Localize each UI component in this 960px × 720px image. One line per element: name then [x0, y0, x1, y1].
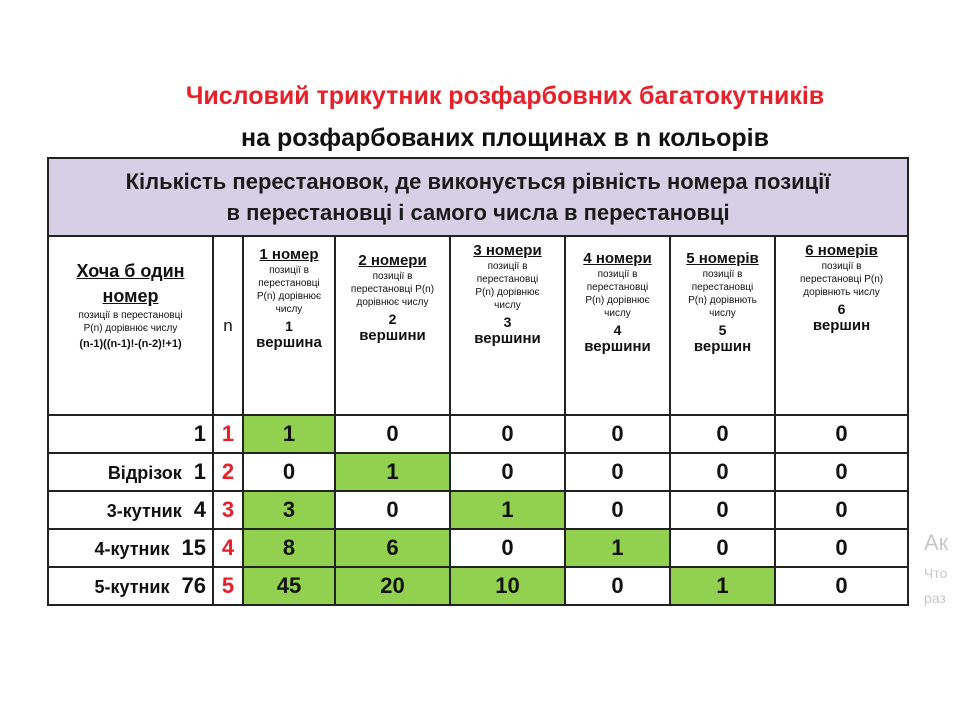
- col0-small-1: позиції в перестановці: [78, 310, 183, 321]
- row-label: [48, 567, 213, 605]
- cell-value: 0: [775, 491, 908, 529]
- watermark-2: Что: [924, 565, 948, 581]
- col-text: перестановці P(n): [799, 274, 884, 285]
- col-title: 1 номер: [259, 246, 319, 263]
- cell-value: 20: [335, 567, 450, 605]
- row-name: 3-кутник: [106, 501, 182, 521]
- col-text: числу: [604, 308, 631, 319]
- col-vert: вершини: [359, 327, 426, 344]
- cell-value: 0: [450, 415, 565, 453]
- row-label: [48, 415, 213, 453]
- col-text: P(n) дорівнює: [585, 295, 650, 306]
- col-text: позиції в: [487, 261, 528, 272]
- table-body: [48, 415, 908, 605]
- col-vert: вершин: [693, 338, 752, 355]
- col-text: позиції в: [372, 271, 413, 282]
- row-n: 3: [213, 491, 243, 529]
- table-row: [48, 453, 908, 491]
- col-header-4: [565, 236, 670, 415]
- watermark-1: Ак: [924, 530, 949, 555]
- row-name: Відрізок: [107, 463, 182, 483]
- col-text: перестановці: [476, 274, 539, 285]
- header-line-1: Кількість перестановок, де виконується рівність номера позиції: [125, 169, 831, 194]
- col-text: P(n) дорівнють: [688, 295, 757, 306]
- table-row: [48, 415, 908, 453]
- table-row: [48, 491, 908, 529]
- col-text: перестановці: [586, 282, 649, 293]
- cell-value: 0: [775, 567, 908, 605]
- cell-value: 6: [335, 529, 450, 567]
- col-num: 4: [613, 322, 622, 338]
- col0-header: [48, 236, 213, 415]
- col0-formula: (n-1)((n-1)!-(n-2)!+1): [79, 338, 182, 350]
- cell-value: 10: [450, 567, 565, 605]
- row-n: 1: [213, 415, 243, 453]
- col-title: 2 номери: [358, 252, 427, 269]
- n-header: n: [213, 236, 243, 415]
- column-headers: [48, 236, 908, 415]
- cell-value: 3: [243, 491, 335, 529]
- cell-value: 1: [450, 491, 565, 529]
- row-count: 1: [193, 421, 206, 446]
- cell-value: 0: [670, 529, 775, 567]
- cell-value: 8: [243, 529, 335, 567]
- col-text: числу: [709, 308, 736, 319]
- col-text: позиції в: [597, 269, 638, 280]
- cell-value: 0: [565, 567, 670, 605]
- cell-value: 1: [335, 453, 450, 491]
- col-num: 5: [718, 322, 727, 338]
- watermark-3: раз: [924, 590, 946, 606]
- cell-value: 0: [335, 491, 450, 529]
- cell-value: 0: [670, 453, 775, 491]
- col-vert: вершини: [474, 330, 541, 347]
- col-header-5: [670, 236, 775, 415]
- col-title: 3 номери: [473, 242, 542, 259]
- cell-value: 0: [243, 453, 335, 491]
- col-vert: вершина: [256, 334, 322, 351]
- col-vert: вершин: [812, 317, 871, 334]
- row-label: [48, 491, 213, 529]
- col-num: 1: [285, 318, 293, 334]
- col-header-6: [775, 236, 908, 415]
- cell-value: 0: [450, 453, 565, 491]
- cell-value: 0: [775, 415, 908, 453]
- col-title: 6 номерів: [805, 242, 878, 259]
- col-text: позиції в: [702, 269, 743, 280]
- col-title: 5 номерів: [686, 250, 759, 267]
- col-text: P(n) дорівнює: [256, 291, 322, 302]
- cell-value: 0: [450, 529, 565, 567]
- row-count: 76: [181, 573, 206, 598]
- row-name: 4-кутник: [94, 539, 170, 559]
- cell-value: 45: [243, 567, 335, 605]
- cell-value: 0: [565, 491, 670, 529]
- cell-value: 1: [670, 567, 775, 605]
- cell-value: 0: [775, 453, 908, 491]
- cell-value: 0: [670, 415, 775, 453]
- row-label: [48, 453, 213, 491]
- cell-value: 0: [775, 529, 908, 567]
- col-text: перестановці P(n): [350, 284, 435, 295]
- row-name: 5-кутник: [94, 577, 170, 597]
- col-title: 4 номери: [583, 250, 652, 267]
- col-text: перестановці: [258, 278, 320, 289]
- cell-value: 0: [565, 415, 670, 453]
- cell-value: 1: [565, 529, 670, 567]
- row-count: 1: [193, 459, 206, 484]
- col-header-3: [450, 236, 565, 415]
- cell-value: 0: [565, 453, 670, 491]
- title-line-2: на розфарбованих площинах в n кольорів: [241, 124, 769, 152]
- row-count: 4: [193, 497, 206, 522]
- col0-small-2: P(n) дорівнює числу: [83, 323, 178, 334]
- col-text: числу: [494, 300, 521, 311]
- col-header-1: [243, 236, 335, 415]
- col-text: позиції в: [821, 261, 862, 272]
- col-num: 2: [388, 311, 397, 327]
- cell-value: 0: [670, 491, 775, 529]
- row-count: 15: [181, 535, 206, 560]
- col0-big-2: номер: [102, 286, 159, 306]
- col-text: дорівнють числу: [803, 287, 880, 298]
- table-row: [48, 567, 908, 605]
- col0-big-1: Хоча б один: [76, 261, 185, 281]
- row-label: [48, 529, 213, 567]
- col-text: позиції в: [269, 265, 309, 276]
- cell-value: 1: [243, 415, 335, 453]
- col-text: числу: [275, 304, 303, 315]
- col-text: перестановці: [691, 282, 754, 293]
- cell-value: 0: [335, 415, 450, 453]
- row-n: 4: [213, 529, 243, 567]
- table-row: [48, 529, 908, 567]
- title-line-1: Числовий трикутник розфарбовних багатокутників: [185, 82, 825, 110]
- col-vert: вершини: [584, 338, 651, 355]
- row-n: 5: [213, 567, 243, 605]
- row-n: 2: [213, 453, 243, 491]
- col-text: дорівнює числу: [356, 297, 429, 308]
- col-num: 3: [503, 314, 512, 330]
- col-text: P(n) дорівнює: [475, 287, 540, 298]
- table-header: [48, 158, 908, 236]
- col-num: 6: [837, 301, 846, 317]
- col-header-2: [335, 236, 450, 415]
- header-line-2: в перестановці і самого числа в перестановці: [226, 200, 730, 225]
- numeric-triangle-table: [47, 157, 909, 606]
